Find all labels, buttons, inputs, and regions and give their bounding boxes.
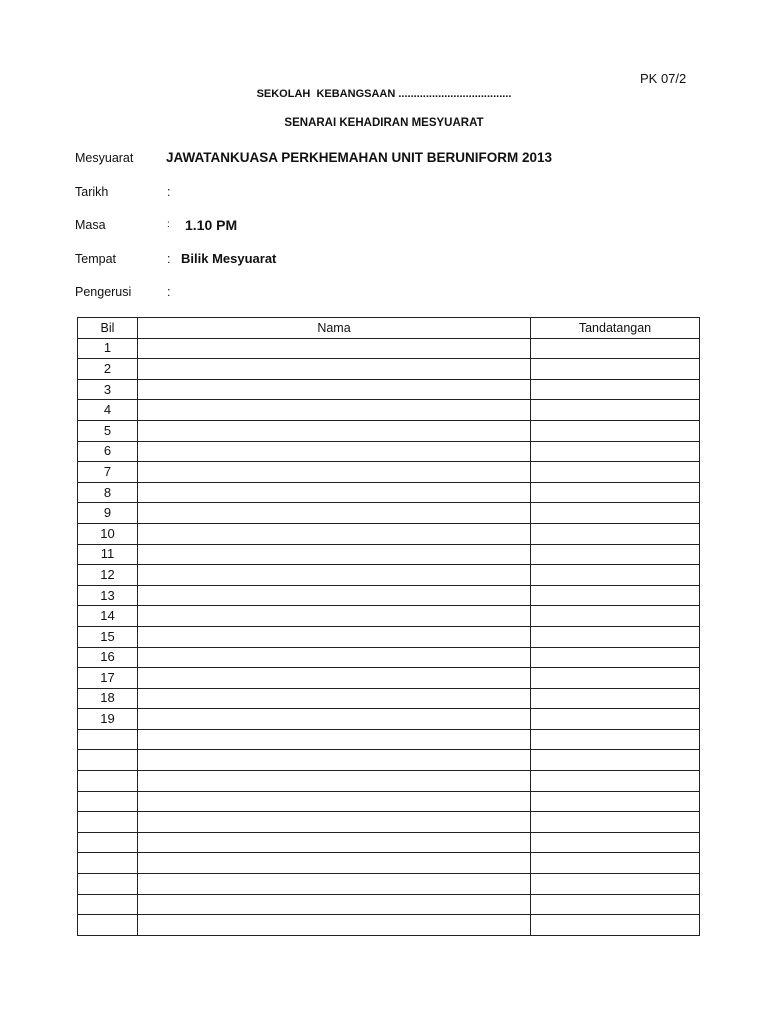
row-number (78, 853, 138, 874)
field-value-tempat: Bilik Mesyuarat (181, 251, 277, 266)
name-cell[interactable] (138, 379, 531, 400)
table-row (78, 688, 700, 709)
name-cell[interactable] (138, 523, 531, 544)
row-number: 5 (78, 420, 138, 441)
signature-cell[interactable] (531, 874, 700, 895)
table-row (78, 791, 700, 812)
signature-cell[interactable] (531, 688, 700, 709)
attendance-table (77, 317, 700, 936)
name-cell[interactable] (138, 853, 531, 874)
name-cell[interactable] (138, 668, 531, 689)
row-number (78, 791, 138, 812)
signature-cell[interactable] (531, 420, 700, 441)
name-cell[interactable] (138, 832, 531, 853)
name-cell[interactable] (138, 585, 531, 606)
signature-cell[interactable] (531, 791, 700, 812)
signature-cell[interactable] (531, 482, 700, 503)
signature-cell[interactable] (531, 565, 700, 586)
signature-cell[interactable] (531, 915, 700, 936)
header-bil: Bil (78, 318, 138, 339)
row-number (78, 832, 138, 853)
name-cell[interactable] (138, 462, 531, 483)
row-number: 8 (78, 482, 138, 503)
row-number: 18 (78, 688, 138, 709)
row-number: 10 (78, 523, 138, 544)
name-cell[interactable] (138, 874, 531, 895)
signature-cell[interactable] (531, 400, 700, 421)
name-cell[interactable] (138, 626, 531, 647)
table-row (78, 338, 700, 359)
table-row (78, 853, 700, 874)
row-number: 13 (78, 585, 138, 606)
name-cell[interactable] (138, 812, 531, 833)
name-cell[interactable] (138, 565, 531, 586)
signature-cell[interactable] (531, 606, 700, 627)
signature-cell[interactable] (531, 503, 700, 524)
name-cell[interactable] (138, 441, 531, 462)
signature-cell[interactable] (531, 668, 700, 689)
row-number: 6 (78, 441, 138, 462)
field-label-tarikh: Tarikh (75, 185, 109, 199)
field-label-pengerusi: Pengerusi (75, 285, 132, 299)
school-name-line: SEKOLAH KEBANGSAAN ..................................... (256, 88, 512, 100)
table-row (78, 420, 700, 441)
name-cell[interactable] (138, 729, 531, 750)
row-number: 3 (78, 379, 138, 400)
row-number (78, 729, 138, 750)
attendance-body (78, 338, 700, 935)
name-cell[interactable] (138, 894, 531, 915)
table-row (78, 915, 700, 936)
name-cell[interactable] (138, 503, 531, 524)
table-row (78, 462, 700, 483)
signature-cell[interactable] (531, 379, 700, 400)
table-row (78, 668, 700, 689)
table-row (78, 771, 700, 792)
field-value-mesyuarat: JAWATANKUASA PERKHEMAHAN UNIT BERUNIFORM 2013 (166, 150, 553, 165)
table-row (78, 832, 700, 853)
field-colon-masa: : (167, 219, 170, 230)
table-row (78, 874, 700, 895)
signature-cell[interactable] (531, 894, 700, 915)
row-number (78, 894, 138, 915)
row-number: 9 (78, 503, 138, 524)
field-label-tempat: Tempat (75, 252, 116, 266)
name-cell[interactable] (138, 606, 531, 627)
table-row (78, 544, 700, 565)
header-tandatangan: Tandatangan (531, 318, 700, 339)
name-cell[interactable] (138, 709, 531, 730)
field-colon-tempat: : (167, 252, 171, 266)
table-row (78, 503, 700, 524)
row-number: 4 (78, 400, 138, 421)
table-row (78, 729, 700, 750)
row-number (78, 812, 138, 833)
row-number: 2 (78, 359, 138, 380)
field-label-masa: Masa (75, 218, 106, 232)
table-row (78, 400, 700, 421)
name-cell[interactable] (138, 688, 531, 709)
signature-cell[interactable] (531, 709, 700, 730)
signature-cell[interactable] (531, 812, 700, 833)
table-row (78, 482, 700, 503)
table-row (78, 441, 700, 462)
signature-cell[interactable] (531, 585, 700, 606)
row-number: 1 (78, 338, 138, 359)
signature-cell[interactable] (531, 832, 700, 853)
table-row (78, 709, 700, 730)
signature-cell[interactable] (531, 750, 700, 771)
table-row (78, 626, 700, 647)
name-cell[interactable] (138, 359, 531, 380)
name-cell[interactable] (138, 771, 531, 792)
field-label-mesyuarat: Mesyuarat (75, 151, 134, 165)
row-number: 14 (78, 606, 138, 627)
row-number: 17 (78, 668, 138, 689)
field-colon-tarikh: : (167, 185, 171, 199)
signature-cell[interactable] (531, 523, 700, 544)
signature-cell[interactable] (531, 462, 700, 483)
signature-cell[interactable] (531, 626, 700, 647)
table-header-row (78, 318, 700, 339)
signature-cell[interactable] (531, 647, 700, 668)
name-cell[interactable] (138, 400, 531, 421)
row-number: 12 (78, 565, 138, 586)
name-cell[interactable] (138, 544, 531, 565)
signature-cell[interactable] (531, 544, 700, 565)
field-colon-pengerusi: : (167, 285, 171, 299)
signature-cell[interactable] (531, 853, 700, 874)
table-row (78, 379, 700, 400)
document-code: PK 07/2 (640, 71, 687, 86)
signature-cell[interactable] (531, 338, 700, 359)
signature-cell[interactable] (531, 729, 700, 750)
name-cell[interactable] (138, 420, 531, 441)
table-row (78, 585, 700, 606)
row-number (78, 915, 138, 936)
table-row (78, 523, 700, 544)
name-cell[interactable] (138, 915, 531, 936)
name-cell[interactable] (138, 791, 531, 812)
table-row (78, 812, 700, 833)
table-row (78, 750, 700, 771)
header-nama: Nama (138, 318, 531, 339)
row-number (78, 750, 138, 771)
row-number: 15 (78, 626, 138, 647)
row-number (78, 771, 138, 792)
table-row (78, 606, 700, 627)
field-value-masa: 1.10 PM (185, 217, 238, 233)
row-number: 11 (78, 544, 138, 565)
row-number (78, 874, 138, 895)
name-cell[interactable] (138, 482, 531, 503)
row-number: 19 (78, 709, 138, 730)
signature-cell[interactable] (531, 441, 700, 462)
table-row (78, 894, 700, 915)
row-number: 16 (78, 647, 138, 668)
table-row (78, 647, 700, 668)
signature-cell[interactable] (531, 771, 700, 792)
name-cell[interactable] (138, 338, 531, 359)
row-number: 7 (78, 462, 138, 483)
name-cell[interactable] (138, 750, 531, 771)
table-row (78, 359, 700, 380)
document-title: SENARAI KEHADIRAN MESYUARAT (284, 117, 484, 129)
name-cell[interactable] (138, 647, 531, 668)
signature-cell[interactable] (531, 359, 700, 380)
table-row (78, 565, 700, 586)
